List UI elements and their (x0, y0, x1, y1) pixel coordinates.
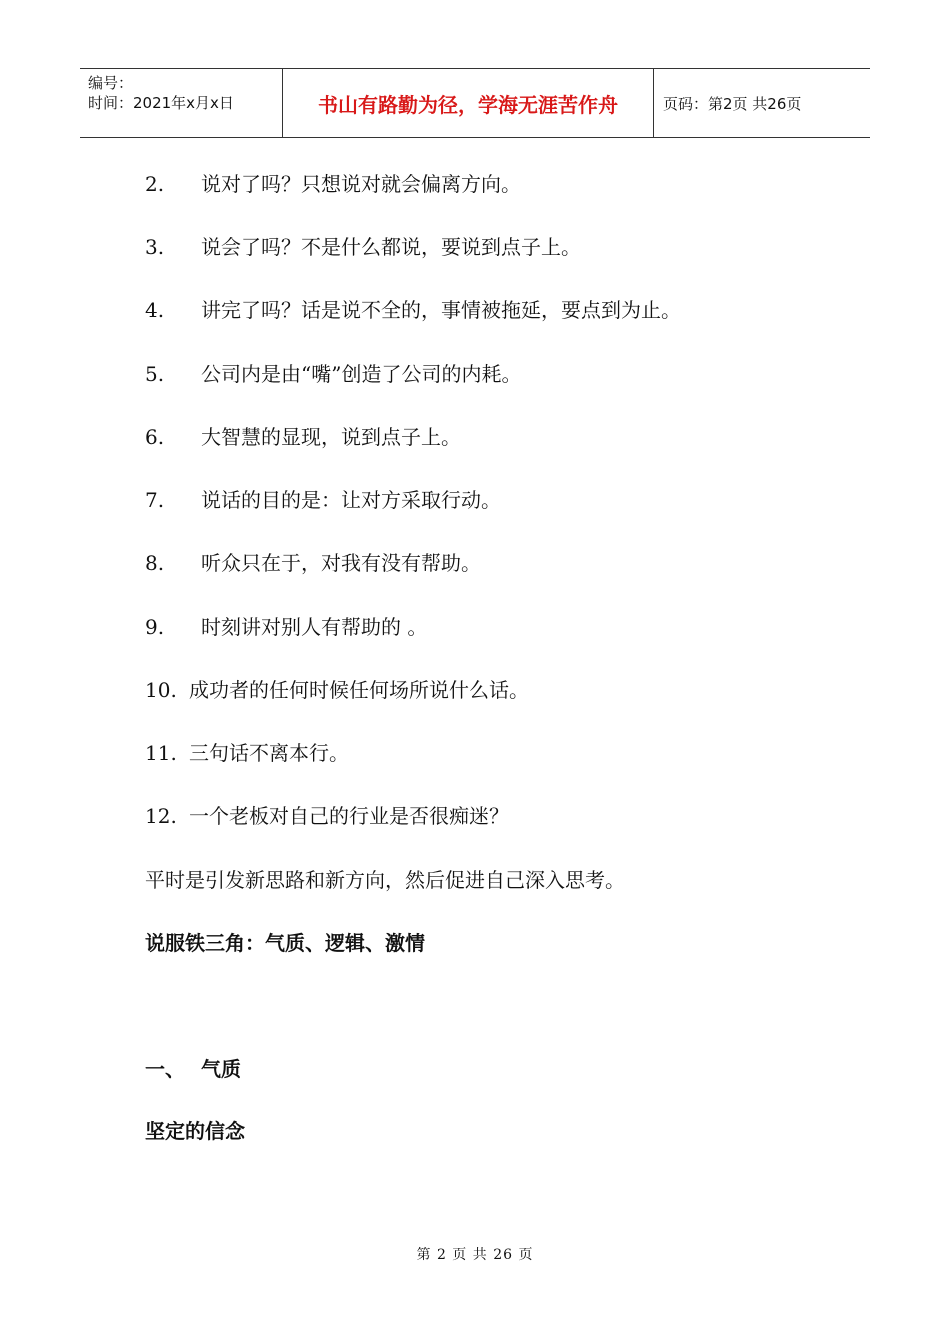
list-item-text: 说对了吗？只想说对就会偏离方向。 (201, 172, 521, 196)
date-label: 时间：2021年x月x日 (88, 94, 234, 112)
list-item-text: 讲完了吗？话是说不全的，事情被拖延，要点到为止。 (201, 298, 681, 322)
list-item-text: 说话的目的是：让对方采取行动。 (201, 488, 501, 512)
list-item-text: 听众只在于，对我有没有帮助。 (201, 551, 481, 575)
list-item (145, 613, 427, 641)
page-header (80, 68, 870, 138)
list-item (145, 170, 521, 198)
list-item-text: 说会了吗？不是什么都说，要说到点子上。 (201, 235, 581, 259)
list-item (145, 739, 349, 767)
list-item (145, 549, 481, 577)
header-meta (80, 69, 282, 137)
list-item (145, 296, 681, 324)
section-number: 一、 (145, 1057, 185, 1081)
paragraph: 平时是引发新思路和新方向，然后促进自己深入思考。 (145, 868, 625, 892)
list-item-text: 一个老板对自己的行业是否很痴迷？ (189, 804, 509, 828)
heading-triangle: 说服铁三角：气质、逻辑、激情 (145, 931, 425, 955)
list-item-number: 2. (145, 172, 165, 196)
list-item-text: 成功者的任何时候任何场所说什么话。 (189, 678, 529, 702)
list-item-number: 4. (145, 298, 165, 322)
section-heading (145, 1055, 241, 1083)
list-item (145, 233, 581, 261)
header-page-info: 页码：第2页 共26页 (663, 94, 802, 113)
list-item-number: 7. (145, 488, 165, 512)
list-item (145, 360, 521, 388)
number-label: 编号： (88, 74, 134, 92)
list-item-number: 6. (145, 425, 165, 449)
list-item-number: 5. (145, 362, 165, 386)
list-item-text: 大智慧的显现，说到点子上。 (201, 425, 461, 449)
list-item-number: 12. (145, 804, 177, 828)
subheading: 坚定的信念 (145, 1119, 245, 1143)
list-item (145, 486, 501, 514)
list-item-text: 三句话不离本行。 (189, 741, 349, 765)
list-item-number: 8. (145, 551, 165, 575)
list-item (145, 676, 529, 704)
list-item-number: 3. (145, 235, 165, 259)
list-item-number: 11. (145, 741, 177, 765)
list-item-number: 9. (145, 615, 165, 639)
list-item-text: 公司内是由“嘴”创造了公司的内耗。 (201, 362, 522, 386)
list-item-text: 时刻讲对别人有帮助的 。 (201, 615, 428, 639)
header-motto: 书山有路勤为径，学海无涯苦作舟 (282, 69, 654, 137)
page-footer: 第 2 页 共 26 页 (416, 1247, 534, 1263)
section-title: 气质 (201, 1057, 241, 1081)
list-item (145, 423, 461, 451)
list-item (145, 802, 509, 830)
list-item-number: 10. (145, 678, 177, 702)
